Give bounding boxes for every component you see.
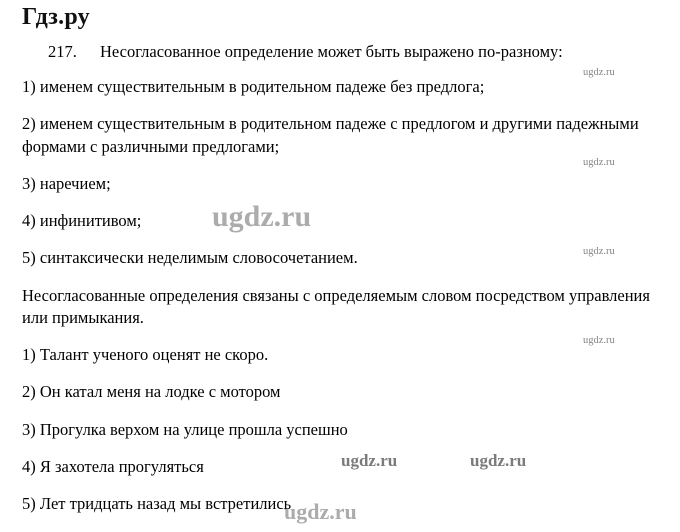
example-5: 5) Лет тридцать назад мы встретились [22,494,292,514]
watermark-bottom-right: ugdz.ru [470,451,527,470]
example-1: 1) Талант ученого оценят не скоро. [22,345,269,365]
watermark-small-4: ugdz.ru [583,335,615,346]
task-header [22,42,658,62]
task-item-5: 5) синтаксически неделимым словосочетанием. [22,248,358,268]
task-number: 217. [48,42,77,61]
site-logo: Гдз.ру [22,4,90,30]
watermark-small-2: ugdz.ru [583,157,615,168]
task-note: Несогласованные определения связаны с определяемым словом посредством управления или примыкания. [22,285,650,327]
watermark-bottom-left: ugdz.ru [341,451,398,470]
task-item-2: 2) именем существительным в родительном падеже с предлогом и другими падежными формами с различными предлогами; [22,114,639,156]
example-3: 3) Прогулка верхом на улице прошла успешно [22,419,348,439]
task-content [22,42,658,530]
task-item-3: 3) наречием; [22,173,111,193]
task-item-1: 1) именем существительным в родительном падеже без предлога; [22,77,485,96]
example-2: 2) Он катал меня на лодке с мотором [22,382,281,402]
watermark-center: ugdz.ru [212,200,312,233]
watermark-small-3: ugdz.ru [583,246,615,257]
watermark-footer: ugdz.ru [284,499,357,524]
example-4: 4) Я захотела прогуляться [22,456,204,476]
task-intro: Несогласованное определение может быть выражено по-разному: [100,42,563,61]
watermark-small-1: ugdz.ru [583,67,615,78]
task-item-4: 4) инфинитивом; [22,211,142,231]
